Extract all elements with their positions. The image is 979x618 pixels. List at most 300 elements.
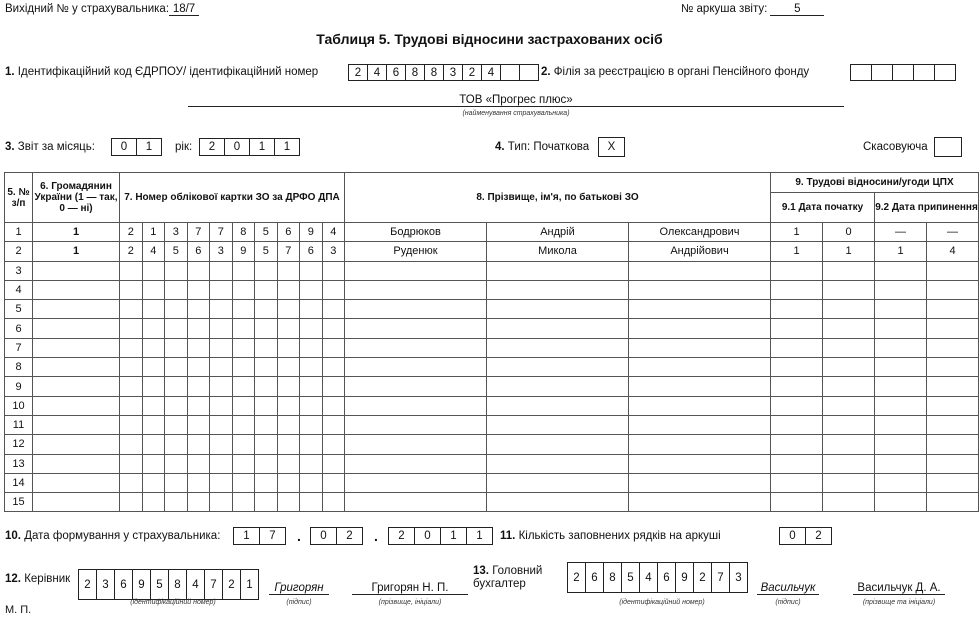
start-date-cell[interactable] (771, 358, 823, 377)
citizen-cell[interactable] (33, 415, 120, 434)
card-digit-cell[interactable]: 6 (277, 223, 300, 242)
card-digit-cell[interactable] (210, 319, 233, 338)
digit-cell[interactable]: 8 (168, 569, 187, 600)
start-date-cell[interactable] (823, 338, 875, 357)
start-date-cell[interactable] (823, 377, 875, 396)
card-digit-cell[interactable] (165, 358, 188, 377)
digit-cell[interactable]: 6 (114, 569, 133, 600)
card-digit-cell[interactable] (277, 415, 300, 434)
card-digit-cell[interactable] (165, 261, 188, 280)
card-digit-cell[interactable] (255, 377, 278, 396)
digit-cell[interactable]: 1 (136, 138, 162, 156)
end-date-cell[interactable] (875, 454, 927, 473)
name-cell[interactable] (487, 358, 629, 377)
card-digit-cell[interactable] (322, 261, 345, 280)
name-cell[interactable] (487, 300, 629, 319)
end-date-cell[interactable]: — (875, 223, 927, 242)
card-digit-cell[interactable]: 5 (165, 242, 188, 261)
digit-cell[interactable]: 1 (274, 138, 300, 156)
digit-cell[interactable]: 2 (336, 527, 363, 545)
card-digit-cell[interactable] (120, 454, 143, 473)
surname-cell[interactable] (345, 319, 487, 338)
card-digit-cell[interactable] (120, 319, 143, 338)
end-date-cell[interactable]: — (927, 223, 979, 242)
card-digit-cell[interactable] (210, 396, 233, 415)
end-date-cell[interactable] (875, 415, 927, 434)
card-digit-cell[interactable] (210, 358, 233, 377)
card-digit-cell[interactable]: 9 (232, 242, 255, 261)
card-digit-cell[interactable] (322, 396, 345, 415)
digit-cell[interactable]: 6 (386, 64, 406, 81)
surname-cell[interactable] (345, 435, 487, 454)
card-digit-cell[interactable] (232, 319, 255, 338)
branch-cells[interactable] (850, 64, 956, 81)
name-cell[interactable] (487, 473, 629, 492)
card-digit-cell[interactable] (255, 493, 278, 512)
card-digit-cell[interactable] (187, 396, 210, 415)
card-digit-cell[interactable] (255, 358, 278, 377)
surname-cell[interactable] (345, 473, 487, 492)
accountant-id-cells[interactable] (567, 562, 748, 593)
patronymic-cell[interactable] (629, 280, 771, 299)
card-digit-cell[interactable] (322, 493, 345, 512)
card-digit-cell[interactable] (232, 358, 255, 377)
digit-cell[interactable]: 1 (440, 527, 467, 545)
card-digit-cell[interactable] (187, 280, 210, 299)
digit-cell[interactable] (871, 64, 893, 81)
card-digit-cell[interactable]: 6 (300, 242, 323, 261)
card-digit-cell[interactable] (322, 358, 345, 377)
start-date-cell[interactable] (823, 435, 875, 454)
card-digit-cell[interactable] (255, 319, 278, 338)
end-date-cell[interactable] (927, 338, 979, 357)
card-digit-cell[interactable] (300, 377, 323, 396)
start-date-cell[interactable] (823, 358, 875, 377)
card-digit-cell[interactable] (255, 396, 278, 415)
citizen-cell[interactable] (33, 280, 120, 299)
card-digit-cell[interactable] (255, 300, 278, 319)
card-digit-cell[interactable] (120, 493, 143, 512)
report-year-cells[interactable] (199, 138, 300, 156)
name-cell[interactable] (487, 261, 629, 280)
card-digit-cell[interactable] (232, 435, 255, 454)
surname-cell[interactable] (345, 493, 487, 512)
name-cell[interactable] (487, 319, 629, 338)
start-date-cell[interactable] (823, 473, 875, 492)
digit-cell[interactable]: 2 (805, 527, 832, 545)
patronymic-cell[interactable] (629, 493, 771, 512)
end-date-cell[interactable] (927, 415, 979, 434)
digit-cell[interactable]: 9 (132, 569, 151, 600)
patronymic-cell[interactable] (629, 435, 771, 454)
card-digit-cell[interactable] (142, 454, 165, 473)
digit-cell[interactable] (892, 64, 914, 81)
card-digit-cell[interactable] (165, 435, 188, 454)
name-cell[interactable]: Микола (487, 242, 629, 261)
card-digit-cell[interactable] (322, 435, 345, 454)
citizen-cell[interactable] (33, 493, 120, 512)
card-digit-cell[interactable] (165, 493, 188, 512)
card-digit-cell[interactable] (120, 435, 143, 454)
end-date-cell[interactable] (875, 300, 927, 319)
card-digit-cell[interactable] (322, 415, 345, 434)
card-digit-cell[interactable] (210, 435, 233, 454)
card-digit-cell[interactable]: 3 (210, 242, 233, 261)
card-digit-cell[interactable] (187, 493, 210, 512)
card-digit-cell[interactable]: 7 (277, 242, 300, 261)
cancel-box[interactable] (934, 137, 962, 157)
end-date-cell[interactable] (927, 396, 979, 415)
start-date-cell[interactable] (771, 377, 823, 396)
card-digit-cell[interactable] (142, 377, 165, 396)
digit-cell[interactable]: 2 (693, 562, 712, 593)
card-digit-cell[interactable] (120, 300, 143, 319)
citizen-cell[interactable] (33, 261, 120, 280)
digit-cell[interactable]: 6 (585, 562, 604, 593)
card-digit-cell[interactable] (187, 454, 210, 473)
start-date-cell[interactable] (771, 435, 823, 454)
card-digit-cell[interactable] (165, 377, 188, 396)
citizen-cell[interactable] (33, 473, 120, 492)
card-digit-cell[interactable] (142, 280, 165, 299)
surname-cell[interactable] (345, 377, 487, 396)
card-digit-cell[interactable] (187, 473, 210, 492)
digit-cell[interactable]: 8 (603, 562, 622, 593)
end-date-cell[interactable] (875, 338, 927, 357)
card-digit-cell[interactable] (210, 415, 233, 434)
surname-cell[interactable] (345, 261, 487, 280)
form-year-cells[interactable] (388, 527, 493, 545)
surname-cell[interactable] (345, 358, 487, 377)
patronymic-cell[interactable]: Олександрович (629, 223, 771, 242)
end-date-cell[interactable] (875, 358, 927, 377)
card-digit-cell[interactable] (165, 319, 188, 338)
patronymic-cell[interactable] (629, 415, 771, 434)
digit-cell[interactable]: 4 (481, 64, 501, 81)
digit-cell[interactable] (850, 64, 872, 81)
card-digit-cell[interactable] (142, 319, 165, 338)
card-digit-cell[interactable] (142, 358, 165, 377)
digit-cell[interactable]: 0 (310, 527, 337, 545)
card-digit-cell[interactable] (255, 280, 278, 299)
surname-cell[interactable] (345, 454, 487, 473)
digit-cell[interactable]: 5 (621, 562, 640, 593)
card-digit-cell[interactable] (142, 493, 165, 512)
card-digit-cell[interactable]: 2 (120, 223, 143, 242)
surname-cell[interactable]: Бодрюков (345, 223, 487, 242)
digit-cell[interactable]: 4 (367, 64, 387, 81)
start-date-cell[interactable]: 0 (823, 223, 875, 242)
digit-cell[interactable]: 7 (711, 562, 730, 593)
card-digit-cell[interactable] (120, 280, 143, 299)
patronymic-cell[interactable] (629, 261, 771, 280)
card-digit-cell[interactable] (142, 473, 165, 492)
card-digit-cell[interactable] (210, 280, 233, 299)
card-digit-cell[interactable]: 5 (255, 223, 278, 242)
card-digit-cell[interactable] (187, 435, 210, 454)
start-date-cell[interactable] (771, 300, 823, 319)
card-digit-cell[interactable] (232, 261, 255, 280)
digit-cell[interactable]: 2 (199, 138, 225, 156)
card-digit-cell[interactable] (277, 261, 300, 280)
card-digit-cell[interactable] (187, 338, 210, 357)
end-date-cell[interactable] (875, 493, 927, 512)
end-date-cell[interactable] (927, 435, 979, 454)
card-digit-cell[interactable] (165, 473, 188, 492)
digit-cell[interactable]: 2 (567, 562, 586, 593)
end-date-cell[interactable]: 1 (875, 242, 927, 261)
card-digit-cell[interactable] (120, 473, 143, 492)
start-date-cell[interactable]: 1 (823, 242, 875, 261)
card-digit-cell[interactable] (232, 493, 255, 512)
end-date-cell[interactable] (927, 280, 979, 299)
card-digit-cell[interactable] (300, 319, 323, 338)
digit-cell[interactable]: 7 (259, 527, 286, 545)
digit-cell[interactable]: 8 (424, 64, 444, 81)
card-digit-cell[interactable] (322, 473, 345, 492)
card-digit-cell[interactable]: 7 (210, 223, 233, 242)
name-cell[interactable] (487, 338, 629, 357)
card-digit-cell[interactable] (210, 261, 233, 280)
card-digit-cell[interactable] (255, 415, 278, 434)
report-month-cells[interactable] (111, 138, 162, 156)
initial-mark[interactable]: X (598, 137, 625, 157)
card-digit-cell[interactable] (322, 377, 345, 396)
card-digit-cell[interactable] (300, 435, 323, 454)
name-cell[interactable] (487, 377, 629, 396)
cancel-mark[interactable] (934, 137, 962, 157)
digit-cell[interactable]: 2 (388, 527, 415, 545)
card-digit-cell[interactable] (187, 358, 210, 377)
digit-cell[interactable]: 1 (466, 527, 493, 545)
start-date-cell[interactable] (771, 280, 823, 299)
start-date-cell[interactable] (771, 473, 823, 492)
card-digit-cell[interactable] (232, 280, 255, 299)
digit-cell[interactable] (519, 64, 539, 81)
card-digit-cell[interactable] (322, 454, 345, 473)
card-digit-cell[interactable] (210, 454, 233, 473)
citizen-cell[interactable]: 1 (33, 223, 120, 242)
citizen-cell[interactable] (33, 396, 120, 415)
end-date-cell[interactable] (927, 358, 979, 377)
card-digit-cell[interactable] (255, 473, 278, 492)
card-digit-cell[interactable] (232, 454, 255, 473)
digit-cell[interactable]: 2 (348, 64, 368, 81)
digit-cell[interactable]: 1 (249, 138, 275, 156)
edrpou-cells[interactable] (348, 64, 539, 81)
patronymic-cell[interactable] (629, 473, 771, 492)
card-digit-cell[interactable] (232, 415, 255, 434)
card-digit-cell[interactable] (142, 396, 165, 415)
digit-cell[interactable] (934, 64, 956, 81)
card-digit-cell[interactable] (232, 300, 255, 319)
patronymic-cell[interactable] (629, 454, 771, 473)
digit-cell[interactable]: 1 (240, 569, 259, 600)
name-cell[interactable] (487, 415, 629, 434)
start-date-cell[interactable] (823, 415, 875, 434)
card-digit-cell[interactable] (277, 358, 300, 377)
card-digit-cell[interactable] (300, 493, 323, 512)
card-digit-cell[interactable] (187, 319, 210, 338)
card-digit-cell[interactable]: 5 (255, 242, 278, 261)
digit-cell[interactable]: 6 (657, 562, 676, 593)
card-digit-cell[interactable] (120, 358, 143, 377)
card-digit-cell[interactable] (165, 300, 188, 319)
end-date-cell[interactable] (875, 319, 927, 338)
digit-cell[interactable]: 9 (675, 562, 694, 593)
digit-cell[interactable]: 3 (443, 64, 463, 81)
name-cell[interactable] (487, 280, 629, 299)
card-digit-cell[interactable] (120, 396, 143, 415)
digit-cell[interactable]: 0 (111, 138, 137, 156)
card-digit-cell[interactable] (300, 261, 323, 280)
digit-cell[interactable]: 4 (186, 569, 205, 600)
start-date-cell[interactable]: 1 (771, 223, 823, 242)
surname-cell[interactable] (345, 280, 487, 299)
patronymic-cell[interactable] (629, 396, 771, 415)
end-date-cell[interactable] (927, 454, 979, 473)
digit-cell[interactable] (913, 64, 935, 81)
digit-cell[interactable]: 3 (729, 562, 748, 593)
citizen-cell[interactable] (33, 358, 120, 377)
start-date-cell[interactable]: 1 (771, 242, 823, 261)
card-digit-cell[interactable] (232, 377, 255, 396)
start-date-cell[interactable] (771, 261, 823, 280)
start-date-cell[interactable] (771, 319, 823, 338)
start-date-cell[interactable] (771, 454, 823, 473)
card-digit-cell[interactable] (210, 377, 233, 396)
end-date-cell[interactable] (875, 396, 927, 415)
name-cell[interactable]: Андрій (487, 223, 629, 242)
digit-cell[interactable]: 4 (639, 562, 658, 593)
card-digit-cell[interactable] (300, 280, 323, 299)
end-date-cell[interactable] (875, 473, 927, 492)
name-cell[interactable] (487, 396, 629, 415)
start-date-cell[interactable] (771, 493, 823, 512)
card-digit-cell[interactable] (300, 358, 323, 377)
citizen-cell[interactable] (33, 377, 120, 396)
surname-cell[interactable] (345, 396, 487, 415)
end-date-cell[interactable] (875, 435, 927, 454)
card-digit-cell[interactable] (142, 300, 165, 319)
card-digit-cell[interactable] (300, 454, 323, 473)
surname-cell[interactable] (345, 338, 487, 357)
card-digit-cell[interactable] (232, 338, 255, 357)
form-month-cells[interactable] (310, 527, 363, 545)
name-cell[interactable] (487, 493, 629, 512)
card-digit-cell[interactable] (120, 338, 143, 357)
card-digit-cell[interactable]: 6 (187, 242, 210, 261)
card-digit-cell[interactable] (210, 473, 233, 492)
card-digit-cell[interactable] (277, 338, 300, 357)
card-digit-cell[interactable] (187, 300, 210, 319)
end-date-cell[interactable] (927, 261, 979, 280)
director-id-cells[interactable] (78, 569, 259, 600)
surname-cell[interactable]: Руденюк (345, 242, 487, 261)
card-digit-cell[interactable] (165, 396, 188, 415)
start-date-cell[interactable] (823, 493, 875, 512)
patronymic-cell[interactable] (629, 377, 771, 396)
start-date-cell[interactable] (771, 338, 823, 357)
digit-cell[interactable]: 1 (233, 527, 260, 545)
card-digit-cell[interactable]: 3 (322, 242, 345, 261)
card-digit-cell[interactable] (322, 300, 345, 319)
end-date-cell[interactable] (875, 280, 927, 299)
end-date-cell[interactable] (875, 261, 927, 280)
digit-cell[interactable]: 2 (78, 569, 97, 600)
card-digit-cell[interactable] (255, 454, 278, 473)
card-digit-cell[interactable] (210, 338, 233, 357)
digit-cell[interactable]: 8 (405, 64, 425, 81)
card-digit-cell[interactable]: 9 (300, 223, 323, 242)
patronymic-cell[interactable] (629, 319, 771, 338)
form-day-cells[interactable] (233, 527, 286, 545)
start-date-cell[interactable] (823, 454, 875, 473)
card-digit-cell[interactable] (187, 261, 210, 280)
digit-cell[interactable]: 2 (222, 569, 241, 600)
card-digit-cell[interactable] (210, 493, 233, 512)
end-date-cell[interactable] (927, 473, 979, 492)
card-digit-cell[interactable]: 4 (142, 242, 165, 261)
card-digit-cell[interactable] (232, 473, 255, 492)
card-digit-cell[interactable] (120, 377, 143, 396)
end-date-cell[interactable] (927, 377, 979, 396)
surname-cell[interactable] (345, 300, 487, 319)
citizen-cell[interactable] (33, 454, 120, 473)
card-digit-cell[interactable] (142, 435, 165, 454)
digit-cell[interactable]: 3 (96, 569, 115, 600)
card-digit-cell[interactable] (277, 300, 300, 319)
card-digit-cell[interactable] (120, 261, 143, 280)
start-date-cell[interactable] (823, 261, 875, 280)
card-digit-cell[interactable] (165, 280, 188, 299)
end-date-cell[interactable] (927, 300, 979, 319)
card-digit-cell[interactable]: 2 (120, 242, 143, 261)
end-date-cell[interactable] (875, 377, 927, 396)
name-cell[interactable] (487, 454, 629, 473)
digit-cell[interactable] (500, 64, 520, 81)
initial-box[interactable] (598, 137, 625, 157)
card-digit-cell[interactable] (300, 300, 323, 319)
digit-cell[interactable]: 0 (414, 527, 441, 545)
card-digit-cell[interactable] (277, 396, 300, 415)
name-cell[interactable] (487, 435, 629, 454)
card-digit-cell[interactable] (300, 415, 323, 434)
start-date-cell[interactable] (771, 415, 823, 434)
start-date-cell[interactable] (823, 319, 875, 338)
end-date-cell[interactable] (927, 493, 979, 512)
citizen-cell[interactable]: 1 (33, 242, 120, 261)
card-digit-cell[interactable] (142, 261, 165, 280)
patronymic-cell[interactable] (629, 300, 771, 319)
citizen-cell[interactable] (33, 319, 120, 338)
card-digit-cell[interactable] (277, 435, 300, 454)
start-date-cell[interactable] (823, 280, 875, 299)
card-digit-cell[interactable] (277, 377, 300, 396)
start-date-cell[interactable] (823, 300, 875, 319)
card-digit-cell[interactable] (322, 338, 345, 357)
citizen-cell[interactable] (33, 435, 120, 454)
patronymic-cell[interactable]: Андрійович (629, 242, 771, 261)
digit-cell[interactable]: 2 (462, 64, 482, 81)
surname-cell[interactable] (345, 415, 487, 434)
end-date-cell[interactable] (927, 319, 979, 338)
card-digit-cell[interactable] (300, 396, 323, 415)
card-digit-cell[interactable] (187, 377, 210, 396)
citizen-cell[interactable] (33, 300, 120, 319)
citizen-cell[interactable] (33, 338, 120, 357)
digit-cell[interactable]: 7 (204, 569, 223, 600)
